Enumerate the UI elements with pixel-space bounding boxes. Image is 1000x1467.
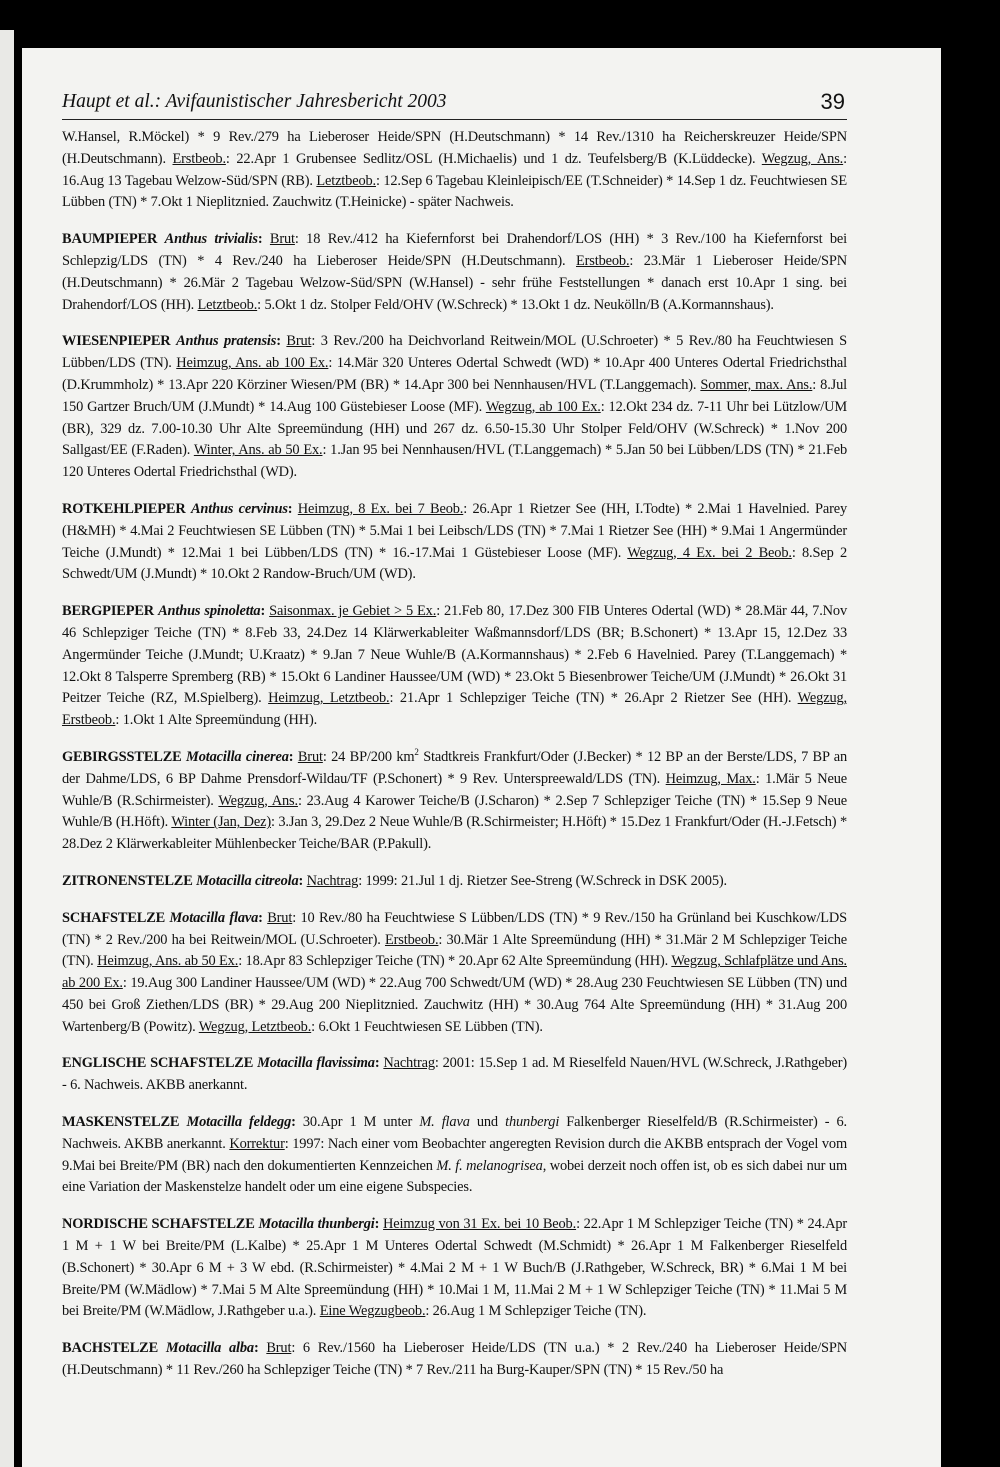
entry-text: : 21.Feb 80, 17.Dez 300 FIB Unteres Odertal (WD) * 28.Mär 44, 7.Nov 46 Schlepziger Teiche (TN) * 8.Feb 33, 24.Dez 14 Klärwerkableiter Waßmannsdorf/LDS (BR; B.Schonert) * 13.Apr 15, 12.Dez 33 Angermünder Teiche (J.Mundt; U.Kraatz) * 9.Jan 7 Neue Wuhle/B (A.Kormannshaus) * 2.Feb 6 Havelnied. Parey (T.Langgemach) * 12.Okt 8 Talsperre Spremberg (RB) * 15.Okt 6 Landiner Haussee/UM (WD) * 23.Okt 5 Biesenbrower Teiche/UM (J.Mundt) * 26.Okt 31 Peitzer Teiche (RZ, M.Spielberg). [62,603,848,707]
entry-subheading: Winter, Ans. ab 50 Ex. [193,442,323,459]
entry-text: : 8.Sep 2 Schwedt/UM (J.Mundt) * 10.Okt 2 Randow-Bruch/UM (WD). [62,544,847,583]
entry-subheading: Korrektur [229,1135,285,1152]
entry-text: : 21.Apr 1 Schlepziger Teiche (TN) * 26.Apr 2 Rietzer See (HH). [389,690,798,707]
entry-subheading: Wegzug, ab 100 Ex. [485,398,601,415]
species-entry [62,499,847,586]
entry-text: : 3 Rev./200 ha Deichvorland Reitwein/MOL (U.Schroeter) * 5 Rev./80 ha Feuchtwiesen S Lübben/LDS (TN). [62,333,847,372]
scientific-name: Motacilla citreola [196,872,299,889]
species-name: SCHAFSTELZE [62,909,170,926]
species-name: : [276,333,287,350]
entry-text: : 1.Mär 5 Neue Wuhle/B (R.Schirmeister). [62,770,847,809]
entry-text: : 16.Aug 13 Tagebau Welzow-Süd/SPN (RB). [62,150,847,189]
entry-text: : 6 Rev./1560 ha Lieberoser Heide/LDS (TN u.a.) * 2 Rev./240 ha Lieberoser Heide/SPN (H.Deutschmann) * 11 Rev./260 ha Schlepziger Teiche (TN) * 7 Rev./211 ha Burg-Kauper/SPN (TN) * 15 Rev./50 ha [62,1340,847,1379]
entry-text: W.Hansel, R.Möckel) * 9 Rev./279 ha Lieberoser Heide/SPN (H.Deutschmann) * 14 Rev./1310 ha Reicherskreuzer Heide/SPN (H.Deutschmann). [62,129,847,167]
species-name: : [298,872,307,889]
entry-text: : 1.Jan 95 bei Nennhausen/HVL (T.Langgemach) * 5.Jan 50 bei Lübben/LDS (TN) * 21.Feb 120 Unteres Odertal Friedrichsthal (WD). [62,442,847,481]
entry-text: : 24 BP/200 km [322,748,415,765]
species-name: WIESENPIEPER [62,333,177,350]
species-name: BERGPIEPER [62,603,159,620]
entry-text: : 23.Mär 1 Lieberoser Heide/SPN (H.Deutschmann) * 26.Mär 2 Tagebau Welzow-Süd/SPN (W.Hansel) - sehr frühe Feststellungen * danach erst 10.Apr 1 sing. bei Drahendorf/LOS (HH). [62,252,847,313]
species-entry [62,1338,847,1382]
entry-subheading: Wegzug, 4 Ex. bei 2 Beob. [627,544,792,561]
entry-text: : 22.Apr 1 Grubensee Sedlitz/OSL (H.Michaelis) und 1 dz. Teufelsberg/B (K.Lüddecke). [225,150,762,167]
species-name: GEBIRGSSTELZE [62,748,187,765]
entry-subheading: Heimzug, Ans. ab 50 Ex. [97,953,239,970]
entry-text: : 18.Apr 83 Schlepziger Teiche (TN) * 20.Apr 62 Alte Spreemündung (HH). [238,953,672,970]
entry-subheading: Nachtrag [306,872,359,889]
scientific-name: Anthus trivialis [164,231,258,248]
entry-subheading: Brut [269,231,295,248]
scientific-name: Motacilla cinerea [186,748,289,765]
entry-text: , wobei derzeit noch offen ist, ob es sich dabei nur um eine Variation der Maskenstelze handelt oder um eine eigene Subspecies. [62,1157,847,1196]
entry-subheading: Brut [267,909,293,926]
scientific-name: Anthus spinoletta [158,603,261,620]
entry-text: : 2001: 15.Sep 1 ad. M Rieselfeld Nauen/HVL (W.Schreck, J.Rathgeber) - 6. Nachweis. AKBB anerkannt. [62,1055,848,1094]
entry-text: : 14.Mär 320 Unteres Odertal Schwedt (WD) * 10.Apr 400 Unteres Odertal Friedrichsthal (D.Krummholz) * 13.Apr 220 Körziner Wiesen/PM (BR) * 14.Apr 300 bei Nennhausen/HVL (T.Langgemach). [62,355,847,393]
species-entry [62,1112,847,1199]
entry-subheading: Erstbeob. [576,252,630,269]
species-name: : [260,603,270,620]
entry-text: : 22.Apr 1 M Schlepziger Teiche (TN) * 24.Apr 1 M + 1 W bei Breite/PM (L.Kalbe) * 25.Apr 1 M Unteres Odertal Schwedt (M.Schmidt) * 26.Apr 1 M Falkenberger Rieselfeld (B.Schonert) * 30.Apr 6 M + 3 W ebd. (R.Schirmeister) * 4.Mai 2 M + 1 W Buch/B (J.Rathgeber, W.Schreck, BR) * 6.Mai 1 M bei Breite/PM (W.Mädlow) * 7.Mai 5 M Alte Spreemündung (HH) * 10.Mai 1 M, 11.Mai 2 M + 1 W Schlepziger Teiche (TN) * 11.Mai 5 M bei Breite/PM (W.Mädlow, J.Rathgeber u.a.). [62,1216,848,1320]
scientific-name: thunbergi [505,1114,560,1131]
species-name: : [287,500,298,517]
species-name: : [374,1055,384,1072]
entry-subheading: Wegzug, Ans. [761,150,844,167]
scientific-name: Motacilla flavissima [257,1055,375,1072]
entry-text: : 19.Aug 300 Landiner Haussee/UM (WD) * 22.Aug 700 Schwedt/UM (WD) * 28.Aug 230 Feuchtwiesen SE Lübben (TN) und 450 bei Groß Ziethen/LDS (BR) * 29.Aug 200 Nieplitznied. Zauchwitz (HH) * 30.Aug 764 Alte Spreemündung (HH) * 31.Aug 200 Wartenberg/B (Powitz). [62,975,847,1035]
entry-subheading: Wegzug, Erstbeob. [62,690,847,729]
entry-text: : 26.Aug 1 M Schlepziger Teiche (TN). [425,1303,647,1320]
entry-subheading: Erstbeob. [172,150,226,167]
scientific-name: Anthus cervinus [190,500,288,517]
scientific-name: Motacilla feldegg [186,1114,292,1131]
species-entry [62,1053,847,1097]
entry-subheading: Brut [286,333,312,350]
species-name: BACHSTELZE [62,1340,166,1357]
entry-subheading: Erstbeob. [384,931,439,948]
species-entry [62,601,847,732]
species-name: : [374,1216,384,1233]
entry-text: : 1999: 21.Jul 1 dj. Rietzer See-Streng (W.Schreck in DSK 2005). [358,872,727,889]
entry-text: : 26.Apr 1 Rietzer See (HH, I.Todte) * 2.Mai 1 Havelnied. Parey (H&MH) * 4.Mai 2 Feuchtwiesen SE Lübben (TN) * 5.Mai 1 bei Leibsch/LDS (TN) * 7.Mai 1 Rietzer See (HH) * 9.Mai 1 Angermünder Teiche (J.Mundt) * 12.Mai 1 bei Lübben/LDS (TN) * 16.-17.Mai 1 Güstebieser Loose (MF). [62,500,847,561]
entry-text: : 1997: Nach einer vom Beobachter angeregten Revision durch die AKBB entsprach der Vogel vom 9.Mai bei Breite/PM (BR) nach den dokumentierten Kennzeichen [62,1135,847,1174]
entry-subheading: Eine Wegzugbeob. [319,1303,426,1320]
entry-text: : 12.Sep 6 Tagebau Kleinleipisch/EE (T.Schneider) * 14.Sep 1 dz. Feuchtwiesen SE Lübben (TN) * 7.Okt 1 Nieplitznied. Zauchwitz (T.Heinicke) - später Nachweis. [62,172,848,211]
adjacent-page-edge [0,30,14,1467]
entry-text: : 10 Rev./80 ha Feuchtwiese S Lübben/LDS (TN) * 9 Rev./150 ha Grünland bei Kuschkow/LDS (TN) * 2 Rev./200 ha bei Reitwein/MOL (U.Schroeter). [62,909,847,948]
document-page [22,48,941,1467]
entry-subheading: Wegzug, Schlafplätze und Ans. ab 200 Ex. [62,953,847,992]
entry-text: : 6.Okt 1 Feuchtwiesen SE Lübben (TN). [311,1018,543,1035]
scientific-name: M. flava [419,1114,470,1131]
entry-text: : 5.Okt 1 dz. Stolper Feld/OHV (W.Schreck) * 13.Okt 1 dz. Neukölln/B (A.Kormannshaus). [257,296,774,313]
species-name: : [253,1340,267,1357]
entry-text: 2 [414,747,419,758]
entry-text: : 12.Okt 234 dz. 7-11 Uhr bei Lützlow/UM (BR), 329 dz. 7.00-10.30 Uhr Alte Spreemündung (HH) und 267 dz. 6.50-15.30 Uhr Stolper Feld/OHV (W.Schreck) * 1.Nov 200 Sallgast/EE (F.Raden). [62,398,847,459]
species-entry [62,1214,847,1323]
page-number: 39 [820,89,845,114]
entry-subheading: Heimzug von 31 Ex. bei 10 Beob. [383,1216,577,1233]
scientific-name: Motacilla flava [169,909,259,926]
species-name: ROTKEHLPIEPER [62,500,191,517]
entry-subheading: Heimzug, Letztbeob. [268,690,390,707]
species-entry [62,747,847,856]
scientific-name: M. f. melanogrisea [436,1157,543,1174]
entry-subheading: Heimzug, Max. [665,770,756,787]
species-entry [62,229,847,316]
running-header [62,85,847,120]
entry-subheading: Nachtrag [383,1055,435,1072]
species-name: : [257,231,270,248]
entry-subheading: Heimzug, 8 Ex. bei 7 Beob. [297,500,464,517]
entry-text: und [469,1114,506,1131]
species-entry [62,908,847,1039]
header-title: Haupt et al.: Avifaunistischer Jahresbericht 2003 [62,91,447,112]
entry-text: : 8.Jul 150 Gartzer Bruch/UM (J.Mundt) * 14.Aug 100 Güstebieser Loose (MF). [62,376,847,415]
entry-subheading: Sommer, max. Ans. [700,376,813,393]
entry-subheading: Brut [297,748,323,765]
entry-subheading: Winter (Jan, Dez) [171,814,272,831]
entry-subheading: Wegzug, Letztbeob. [198,1018,312,1035]
entry-text: : 30.Mär 1 Alte Spreemündung (HH) * 31.Mär 2 M Schlepziger Teiche (TN). [62,931,848,970]
species-name: : [288,748,298,765]
species-name: ENGLISCHE SCHAFSTELZE [62,1055,258,1072]
body-text [62,127,847,1397]
entry-subheading: Wegzug, Ans. [218,792,298,809]
entry-text: Stadtkreis Frankfurt/Oder (J.Becker) * 12 BP an der Berste/LDS, 7 BP an der Dahme/LDS, 6 BP Dahme Prensdorf-Wildau/TF (P.Schonert) * 9 Rev. Unterspreewald/LDS (TN). [62,748,847,787]
entry-text: : 23.Aug 4 Karower Teiche/B (J.Scharon) * 2.Sep 7 Schlepziger Teiche (TN) * 15.Sep 9 Neue Wuhle/B (H.Höft). [62,792,847,831]
species-name: : [291,1114,303,1131]
entry-text: Falkenberger Rieselfeld/B (R.Schirmeister) - 6. Nachweis. AKBB anerkannt. [62,1114,847,1152]
scientific-name: Anthus pratensis [176,333,277,350]
species-entry [62,871,847,893]
scientific-name: Motacilla alba [165,1340,254,1357]
species-name: MASKENSTELZE [62,1114,187,1131]
scientific-name: Motacilla thunbergi [258,1216,375,1233]
entry-subheading: Saisonmax. je Gebiet > 5 Ex. [269,603,437,620]
species-name: NORDISCHE SCHAFSTELZE [62,1216,259,1233]
entry-text: 30.Apr 1 M unter [302,1114,420,1131]
species-name: : [258,909,268,926]
entry-text: : 1.Okt 1 Alte Spreemündung (HH). [115,712,318,729]
species-entry [62,127,847,214]
species-name: ZITRONENSTELZE [62,872,197,889]
entry-text: : 18 Rev./412 ha Kiefernforst bei Drahendorf/LOS (HH) * 3 Rev./100 ha Kiefernforst bei Schlepzig/LDS (TN) * 4 Rev./240 ha Lieberoser Heide/SPN (H.Deutschmann). [62,231,848,269]
entry-subheading: Letztbeob. [197,296,258,313]
entry-subheading: Letztbeob. [316,172,376,189]
species-name: BAUMPIEPER [62,231,165,248]
entry-subheading: Heimzug, Ans. ab 100 Ex. [176,355,329,372]
species-entry [62,331,847,484]
entry-subheading: Brut [266,1340,292,1357]
entry-text: : 3.Jan 3, 29.Dez 2 Neue Wuhle/B (R.Schirmeister; H.Höft) * 15.Dez 1 Frankfurt/Oder (H.-J.Fetsch) * 28.Dez 2 Klärwerkableiter Mühlenbecker Teiche/BAR (P.Pakull). [62,814,847,853]
